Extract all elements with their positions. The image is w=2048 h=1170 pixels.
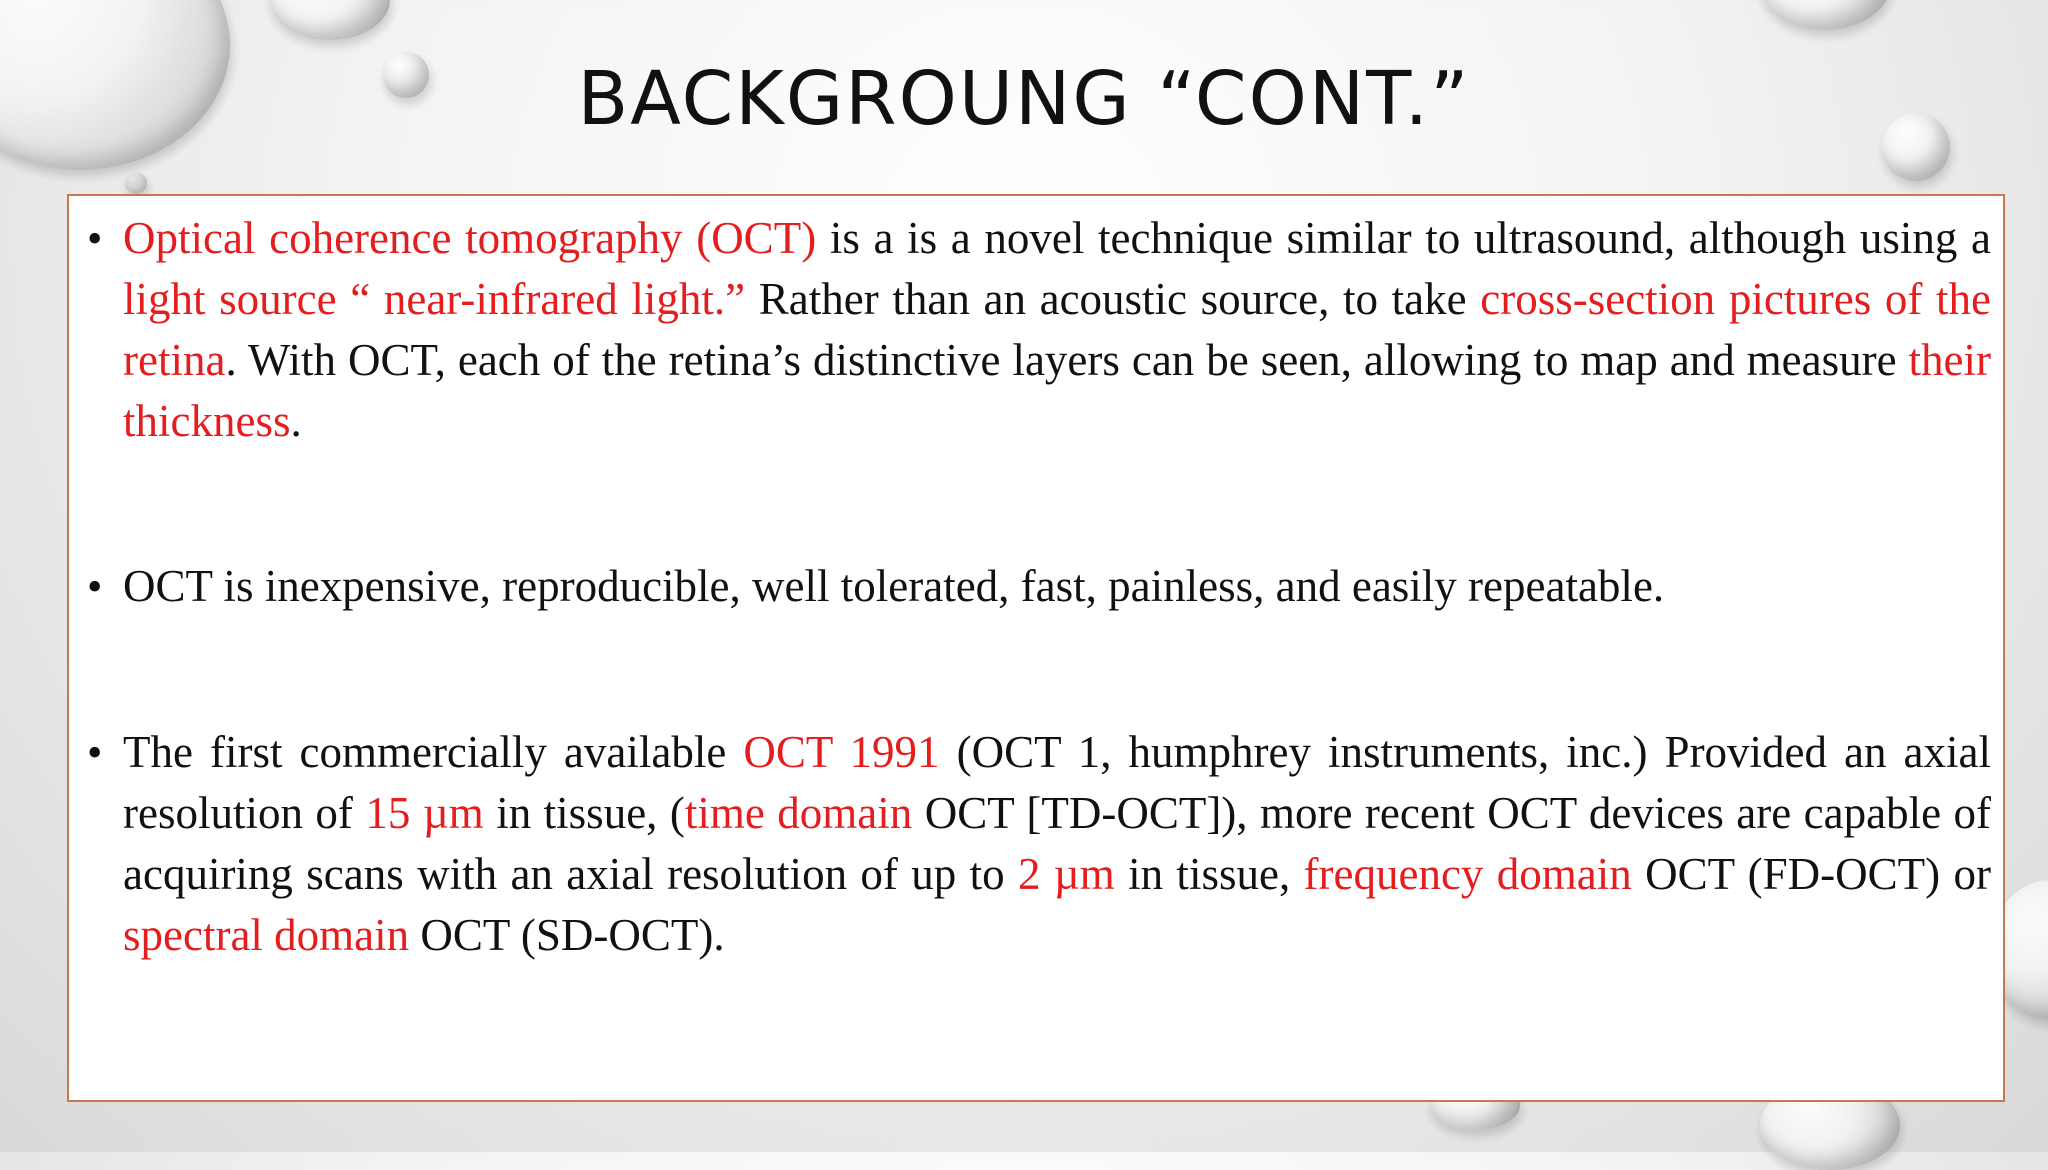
text-segment: in tissue, (: [483, 788, 685, 838]
text-segment: frequency domain: [1303, 849, 1632, 899]
bullet-text: [123, 556, 1991, 617]
bullet-text: [123, 722, 1991, 966]
bullet-text: [123, 208, 1991, 452]
text-segment: OCT 1991: [743, 727, 940, 777]
text-segment: spectral domain: [123, 910, 410, 960]
text-segment: 15 µm: [365, 788, 484, 838]
text-segment: .: [290, 396, 302, 446]
text-segment: OCT [TD-OCT]), more recent OCT devices are capable of acquiring scans with an axial resolution of up to: [123, 788, 1991, 899]
water-drop-decoration: [125, 172, 147, 194]
text-segment: light source “ near-infrared light.”: [123, 274, 746, 324]
text-segment: (OCT 1, humphrey instruments, inc.) Provided an axial resolution of: [123, 727, 1992, 838]
text-segment: OCT is inexpensive, reproducible, well tolerated, fast, painless, and easily repeatable.: [123, 561, 1665, 611]
text-segment: OCT (SD-OCT).: [409, 910, 725, 960]
bullet-marker: •: [87, 562, 103, 611]
water-drop-decoration: [270, 0, 390, 40]
text-segment: Rather than an acoustic source, to take: [745, 274, 1481, 324]
content-box: [67, 194, 2005, 1102]
text-segment: time domain: [684, 788, 913, 838]
text-segment: Optical coherence tomography (OCT): [123, 213, 817, 263]
water-drop-decoration: [1760, 0, 1890, 30]
text-segment: in tissue,: [1114, 849, 1304, 899]
bullet-item: [81, 556, 1991, 617]
bullet-marker: •: [87, 214, 103, 263]
text-segment: The first commercially available: [123, 727, 744, 777]
slide-title: BACKGROUNG “CONT.”: [577, 56, 1471, 142]
text-segment: their thickness: [123, 335, 1991, 446]
text-segment: . With OCT, each of the retina’s distinctive layers can be seen, allowing to map and measure: [225, 335, 1909, 385]
bullet-item: [81, 208, 1991, 452]
text-segment: cross-section pictures of the retina: [123, 274, 1992, 385]
bullet-marker: •: [87, 728, 103, 777]
bullet-item: [81, 722, 1991, 966]
text-segment: 2 µm: [1017, 849, 1115, 899]
text-segment: OCT (FD-OCT) or: [1631, 849, 1991, 899]
text-segment: is a is a novel technique similar to ultrasound, although using a: [816, 213, 1991, 263]
